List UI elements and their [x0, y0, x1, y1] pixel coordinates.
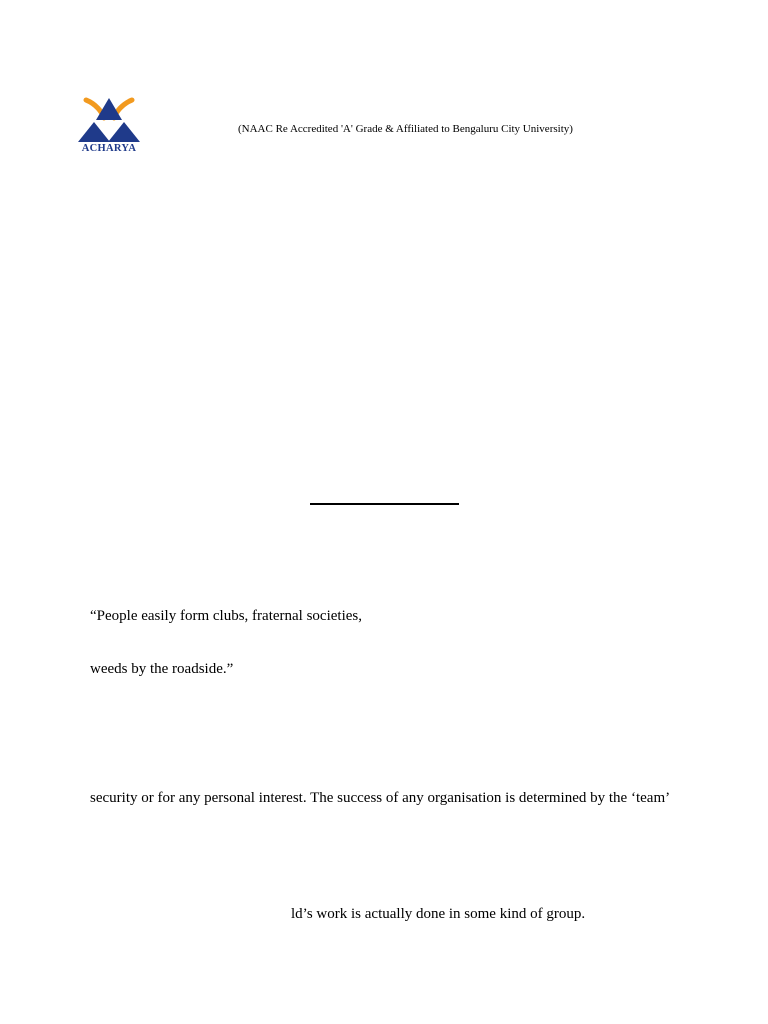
- body-line: security or for any personal interest. The success of any organisation is determined by the ‘team’: [90, 790, 671, 806]
- logo-text: ACHARYA: [81, 143, 137, 154]
- body-line: ld’s work is actually done in some kind of group.: [291, 906, 586, 922]
- body-line: weeds by the roadside.”: [90, 661, 234, 677]
- title-underline: [310, 503, 459, 505]
- affiliation-text: (NAAC Re Accredited 'A' Grade & Affiliated to Bengaluru City University): [238, 123, 573, 135]
- logo-emblem-icon: [74, 94, 144, 144]
- acharya-logo: [74, 94, 144, 158]
- body-line: “People easily form clubs, fraternal societies,: [90, 608, 362, 624]
